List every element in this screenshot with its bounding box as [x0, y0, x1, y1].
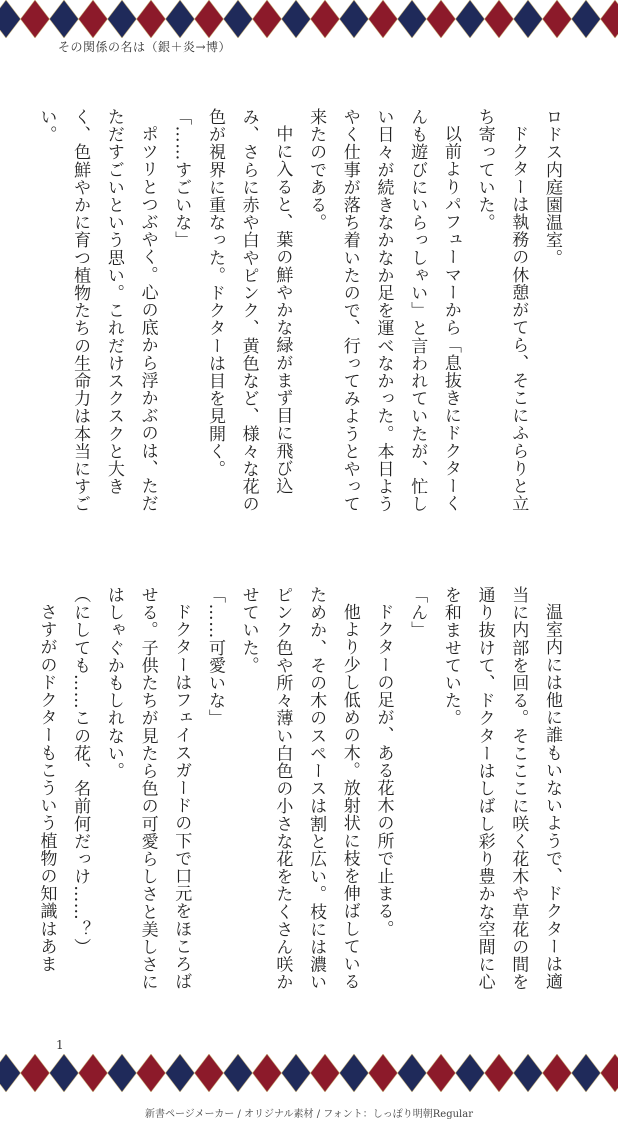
argyle-diamond	[572, 1054, 601, 1092]
argyle-diamond	[514, 0, 543, 38]
argyle-diamond	[79, 0, 108, 38]
paragraph-12: ドクターはフェイスガードの下で口元をほころばせる。子供たちが見たら色の可愛らしさと美しさにはしゃぐかもしれない。	[103, 586, 192, 991]
paragraph-2: ドクターは執務の休憩がてら、そこにふらりと立ち寄っていた。	[474, 108, 529, 513]
argyle-diamond	[50, 0, 79, 38]
argyle-diamond	[50, 1054, 79, 1092]
argyle-diamond	[282, 0, 311, 38]
argyle-diamond	[456, 1054, 485, 1092]
argyle-diamond	[253, 0, 282, 38]
argyle-diamond	[398, 1054, 427, 1092]
argyle-diamond	[108, 1054, 137, 1092]
paragraph-6: ポツリとつぶやく。心の底から浮かぶのは、ただただすごいという思い。これだけスクスクと大きく、色鮮やかに育つ植物たちの生命力は本当にすごい。	[36, 108, 158, 513]
argyle-diamond	[253, 1054, 282, 1092]
upper-text-block	[36, 108, 568, 528]
argyle-diamond	[224, 1054, 253, 1092]
argyle-diamond	[369, 0, 398, 38]
paragraph-4: 中に入ると、葉の鮮やかな緑がまず目に飛び込み、さらに赤や白やピンク、黄色など、様々な花の色が視界に重なった。ドクターは目を見開く。	[204, 108, 293, 513]
paragraph-8: 「ん」	[407, 586, 428, 639]
paragraph-7: 温室内には他に誰もいないようで、ドクターは適当に内部を回る。そこここに咲く花木や草花の間を通り抜けて、ドクターはしばし彩り豊かな空間に心を和ませていた。	[440, 586, 562, 991]
argyle-diamond	[137, 1054, 166, 1092]
paragraph-1: ロドス内庭園温室。	[542, 108, 562, 267]
argyle-diamond	[195, 1054, 224, 1092]
argyle-diamond	[137, 0, 166, 38]
argyle-diamond	[369, 1054, 398, 1092]
argyle-diamond	[311, 1054, 340, 1092]
argyle-diamond	[108, 0, 137, 38]
paragraph-13: （にしても……この花、名前何だっけ……？）	[70, 586, 91, 956]
argyle-diamond	[79, 1054, 108, 1092]
footer-credit: 新書ページメーカー / オリジナル素材 / フォント：しっぽり明朝Regular	[145, 1109, 473, 1120]
argyle-diamond	[485, 0, 514, 38]
argyle-diamond	[195, 0, 224, 38]
argyle-diamond	[543, 1054, 572, 1092]
argyle-diamond	[224, 0, 253, 38]
argyle-diamond	[485, 1054, 514, 1092]
argyle-diamond	[21, 0, 50, 38]
argyle-diamond	[543, 0, 572, 38]
argyle-diamond	[340, 1054, 369, 1092]
paragraph-10: 他より少し低めの木。放射状に枝を伸ばしているためか、その木のスペースは割と広い。枝には濃いピンク色や所々薄い白色の小さな花をたくさん咲かせていた。	[238, 586, 360, 991]
argyle-diamond	[311, 0, 340, 38]
argyle-diamond	[398, 0, 427, 38]
argyle-diamond	[166, 1054, 195, 1092]
paragraph-11: 「……可愛いな」	[204, 586, 225, 727]
argyle-pattern-bottom	[0, 1054, 618, 1092]
argyle-diamond	[427, 1054, 456, 1092]
paragraph-14: さすがのドクターもこういう植物の知識はあま	[36, 603, 57, 973]
argyle-diamond	[427, 0, 456, 38]
lower-text-block	[36, 586, 568, 1002]
paragraph-3: 以前よりパフューマーから「息抜きにドクターくんも遊びにいらっしゃい」と言われていたが、忙しい日々が続きなかなか足を運べなかった。本日ようやく仕事が落ち着いたので、行ってみようとやって来たのである。	[306, 108, 461, 513]
argyle-pattern-top	[0, 0, 618, 38]
argyle-diamond	[456, 0, 485, 38]
top-argyle-border	[0, 0, 618, 38]
argyle-diamond	[340, 0, 369, 38]
argyle-diamond	[572, 0, 601, 38]
argyle-diamond	[21, 1054, 50, 1092]
argyle-diamond	[601, 0, 618, 38]
argyle-diamond	[282, 1054, 311, 1092]
page-number: 1	[56, 1038, 64, 1052]
argyle-diamond	[514, 1054, 543, 1092]
argyle-diamond	[166, 0, 195, 38]
page-title: その関係の名は（銀＋炎→博）	[58, 40, 232, 54]
paragraph-5: 「……すごいな」	[171, 108, 192, 249]
argyle-diamond	[601, 1054, 618, 1092]
paragraph-9: ドクターの足が、ある花木の所で止まる。	[373, 603, 394, 938]
bottom-argyle-border	[0, 1054, 618, 1092]
